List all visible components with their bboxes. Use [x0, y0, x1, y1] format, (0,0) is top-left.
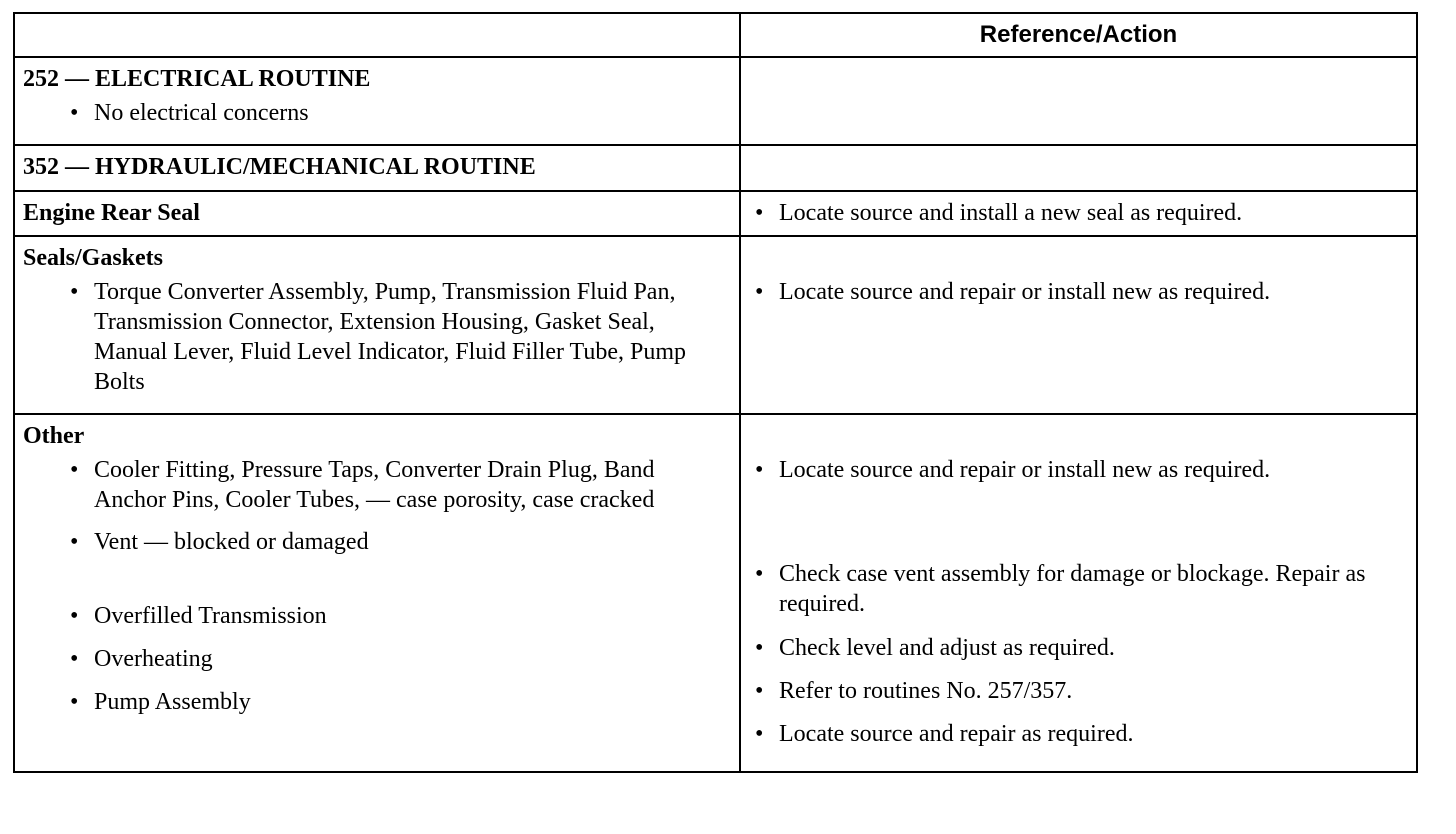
bullet: •: [70, 279, 79, 305]
bullet: •: [70, 689, 79, 715]
action-item: • Check case vent assembly for damage or blockage. Repair as required.: [755, 561, 1366, 617]
bullet: •: [70, 603, 79, 629]
section-title: 352 — HYDRAULIC/MECHANICAL ROUTINE: [23, 154, 536, 180]
action-item: • Locate source and repair or install new as required.: [755, 457, 1271, 483]
section-title: Other: [23, 423, 85, 449]
bullet: •: [70, 100, 79, 126]
bullet: •: [755, 721, 764, 747]
diagnosis-table: [13, 12, 1418, 773]
action-item: • Locate source and repair or install new as required.: [755, 279, 1271, 305]
list-item: • Overfilled Transmission: [70, 603, 327, 629]
bullet: •: [755, 678, 764, 704]
header-left-cell: [15, 14, 741, 56]
bullet: •: [755, 635, 764, 661]
section-engine-rear-seal: [15, 190, 1416, 235]
bullet: •: [70, 646, 79, 672]
bullet: •: [70, 457, 79, 483]
header-reference-action: Reference/Action: [979, 21, 1178, 48]
section-hydraulic: [15, 144, 1416, 190]
bullet: •: [755, 457, 764, 483]
table-header-row: [15, 14, 1416, 56]
section-electrical: [15, 56, 1416, 144]
action-item: • Locate source and install a new seal as required.: [755, 200, 1243, 226]
section-seals-gaskets: [15, 235, 1416, 413]
action-item: • Refer to routines No. 257/357.: [755, 678, 1073, 704]
section-title: Engine Rear Seal: [23, 200, 200, 226]
list-item: • Torque Converter Assembly, Pump, Transmission Fluid Pan, Transmission Connector, Extension Housing, Gasket Seal, Manual Lever, Fluid Level Indicator, Fluid Filler Tube, Pump Bolts: [70, 279, 687, 395]
section-title: 252 — ELECTRICAL ROUTINE: [23, 66, 371, 92]
section-title: Seals/Gaskets: [23, 245, 164, 271]
action-item: • Check level and adjust as required.: [755, 635, 1115, 661]
list-item: • Cooler Fitting, Pressure Taps, Converter Drain Plug, Band Anchor Pins, Cooler Tubes, — case porosity, case cracked: [70, 457, 655, 513]
action-cell: [741, 58, 1416, 144]
action-cell: [741, 146, 1416, 190]
list-item: • Overheating: [70, 646, 213, 672]
section-other: [15, 413, 1416, 771]
list-item: • Pump Assembly: [70, 689, 251, 715]
bullet: •: [755, 200, 764, 226]
list-item: • Vent — blocked or damaged: [70, 529, 369, 555]
bullet: •: [70, 529, 79, 555]
bullet: •: [755, 279, 764, 305]
action-item: • Locate source and repair as required.: [755, 721, 1134, 747]
list-item: • No electrical concerns: [70, 100, 309, 126]
bullet: •: [755, 561, 764, 587]
